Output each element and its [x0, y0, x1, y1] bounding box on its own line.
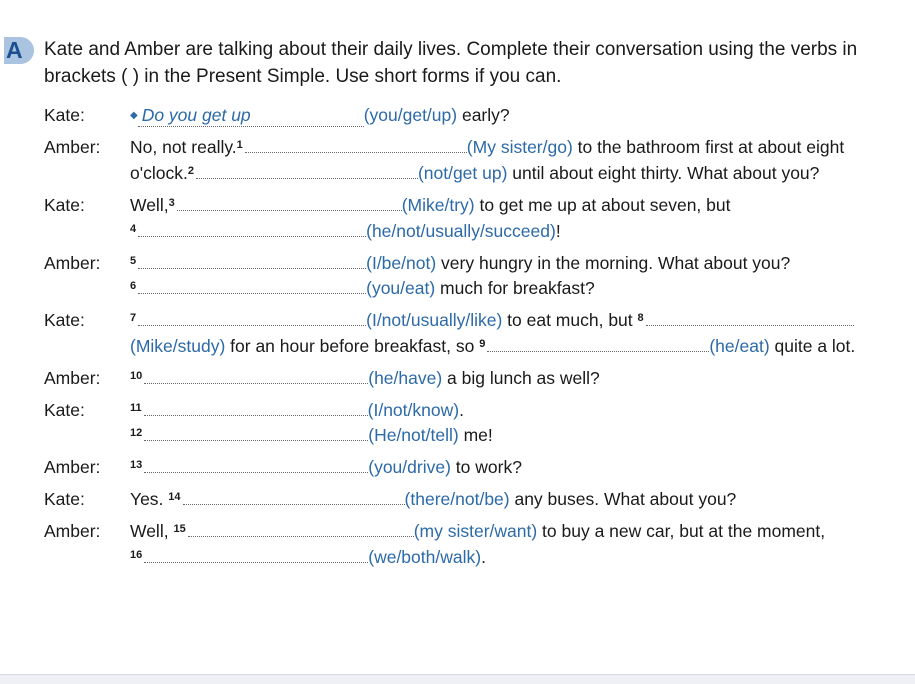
- answer-blank[interactable]: [138, 255, 366, 269]
- gap-number: 4: [130, 223, 137, 235]
- gap-number: 2: [187, 165, 194, 177]
- dialogue-line: [130, 220, 561, 242]
- line-text: early?: [457, 105, 510, 125]
- answer-blank[interactable]: [138, 312, 366, 326]
- answer-blank[interactable]: [138, 280, 366, 294]
- line-text: Yes.: [130, 489, 164, 509]
- gap-number: 13: [130, 459, 143, 471]
- line-text: much for breakfast?: [435, 278, 595, 298]
- speaker-label: Amber:: [44, 368, 101, 388]
- verb-hint: (you/drive): [368, 457, 451, 477]
- verb-hint: (you/get/up): [363, 105, 458, 125]
- gap-number: 15: [173, 523, 186, 535]
- dialogue-line: [130, 367, 600, 389]
- verb-hint: (he/eat): [709, 336, 770, 356]
- line-text: to get me up at about seven, but: [474, 195, 731, 215]
- answer-blank[interactable]: [183, 491, 405, 505]
- line-text: until about eight thirty. What about you?: [507, 163, 820, 183]
- speaker-label: Amber:: [44, 457, 101, 477]
- verb-hint: (he/have): [368, 368, 443, 388]
- verb-hint: (I/be/not): [366, 253, 437, 273]
- verb-hint: (My sister/go): [466, 137, 573, 157]
- line-text: very hungry in the morning. What about you?: [436, 253, 791, 273]
- speaker-label: Kate:: [44, 489, 85, 509]
- speaker-label: Amber:: [44, 521, 101, 541]
- line-text: me!: [458, 425, 493, 445]
- line-text: No, not really.: [130, 137, 237, 157]
- verb-hint: (I/not/usually/like): [366, 310, 503, 330]
- line-text: Well,: [130, 521, 169, 541]
- line-text: to work?: [450, 457, 522, 477]
- line-text: for an hour before breakfast, so: [225, 336, 475, 356]
- gap-number: 12: [130, 427, 143, 439]
- answer-blank[interactable]: [144, 427, 368, 441]
- answer-blank[interactable]: [487, 338, 709, 352]
- line-text: any buses. What about you?: [509, 489, 737, 509]
- gap-number: 1: [236, 139, 243, 151]
- speaker-label: Amber:: [44, 137, 101, 157]
- dialogue-line: [130, 399, 464, 421]
- answer-blank[interactable]: [646, 312, 854, 326]
- answer-blank[interactable]: [177, 197, 402, 211]
- speaker-label: Kate:: [44, 105, 85, 125]
- dialogue-line: [130, 424, 493, 446]
- line-text: .: [459, 400, 464, 420]
- dialogue-line: [130, 277, 595, 299]
- dialogue-line: [130, 104, 510, 127]
- verb-hint: (we/both/walk): [368, 547, 482, 567]
- answer-blank[interactable]: [144, 459, 368, 473]
- dialogue-line: [130, 136, 844, 158]
- answer-blank[interactable]: [144, 549, 368, 563]
- gap-number: 14: [168, 491, 181, 503]
- verb-hint: (my sister/want): [413, 521, 538, 541]
- gap-number: 10: [130, 370, 143, 382]
- answer-example: Do you get up: [138, 104, 364, 127]
- gap-number: 6: [130, 280, 137, 292]
- gap-number: 9: [479, 338, 486, 350]
- speaker-label: Kate:: [44, 310, 85, 330]
- gap-number: 8: [637, 312, 644, 324]
- gap-number: 5: [130, 255, 137, 267]
- answer-blank[interactable]: [144, 370, 368, 384]
- dialogue-line: [130, 194, 730, 216]
- diamond-icon: ◆: [130, 110, 138, 121]
- verb-hint: (I/not/know): [367, 400, 460, 420]
- line-text: .: [481, 547, 486, 567]
- exercise-letter: A: [6, 37, 23, 63]
- line-text: to eat much, but: [502, 310, 633, 330]
- dialogue-line: [130, 162, 819, 184]
- gap-number: 11: [130, 402, 142, 414]
- verb-hint: (He/not/tell): [368, 425, 459, 445]
- verb-hint: (you/eat): [366, 278, 436, 298]
- speaker-label: Kate:: [44, 400, 85, 420]
- line-text: a big lunch as well?: [442, 368, 600, 388]
- dialogue-line: [130, 488, 736, 510]
- verb-hint: (Mike/try): [401, 195, 475, 215]
- gap-number: 16: [130, 549, 143, 561]
- answer-blank[interactable]: [196, 165, 418, 179]
- dialogue-line: [130, 456, 522, 478]
- line-text: to buy a new car, but at the moment,: [537, 521, 826, 541]
- verb-hint: (Mike/study): [130, 336, 226, 356]
- gap-number: 3: [168, 197, 175, 209]
- line-text: o'clock.: [130, 163, 188, 183]
- verb-hint: (he/not/usually/succeed): [366, 221, 556, 241]
- speaker-label: Kate:: [44, 195, 85, 215]
- dialogue-line: [130, 309, 854, 331]
- line-text: to the bathroom first at about eight: [572, 137, 845, 157]
- line-text: Well,: [130, 195, 169, 215]
- dialogue-line: [130, 520, 825, 542]
- dialogue-line: [130, 252, 790, 274]
- dialogue-line: [130, 335, 855, 357]
- gap-number: 7: [130, 312, 137, 324]
- verb-hint: (not/get up): [417, 163, 508, 183]
- dialogue-line: [130, 546, 486, 568]
- speaker-label: Amber:: [44, 253, 101, 273]
- answer-blank[interactable]: [138, 223, 366, 237]
- answer-blank[interactable]: [188, 523, 414, 537]
- exercise-instruction: Kate and Amber are talking about their daily lives. Complete their conversation using the verbs in brackets ( ) in the Present Simple. Use short forms if you can.: [44, 39, 858, 87]
- line-text: !: [555, 221, 561, 241]
- line-text: quite a lot.: [769, 336, 856, 356]
- answer-blank[interactable]: [144, 402, 368, 416]
- answer-blank[interactable]: [245, 139, 467, 153]
- verb-hint: (there/not/be): [404, 489, 510, 509]
